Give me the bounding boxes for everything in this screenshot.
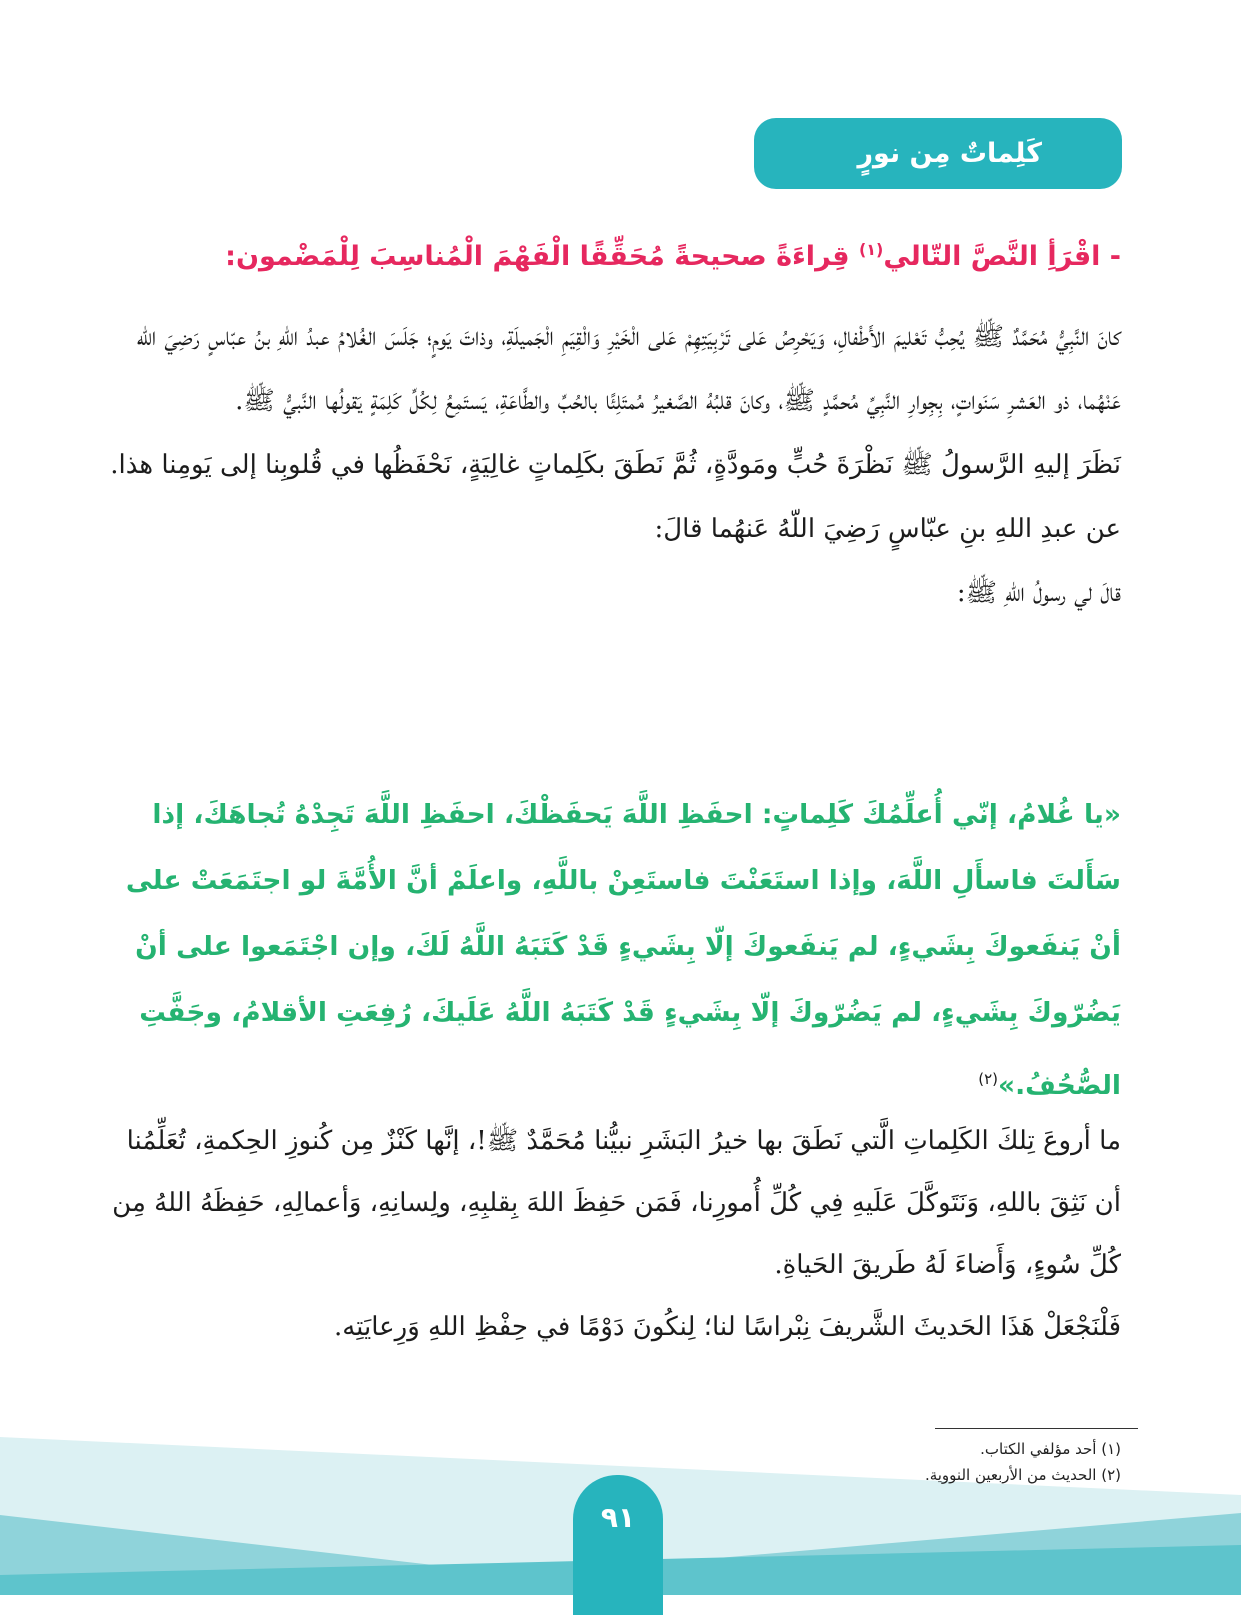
section-title-banner <box>754 118 1122 189</box>
instruction-text-start: - اقْرَأِ النَّصَّ التّالي <box>883 241 1121 272</box>
reflection-paragraph: فَلْنَجْعَلْ هَذَا الحَديثَ الشَّريفَ نِبْراسًا لنا؛ لِنكُونَ دَوْمًا في حِفْظِ اللهِ وَرِعايَتِه. <box>333 1312 1121 1342</box>
intro-paragraph: قالَ لي رسولُ اللهِ ﷺ: <box>956 578 1121 608</box>
footnotes <box>925 1436 1121 1488</box>
footnote-divider <box>935 1428 1138 1429</box>
hadith-quote <box>110 782 1121 1119</box>
intro-paragraph: كانَ النَّبِيُّ مُحَمَّدٌ ﷺ يُحِبُّ تَعْليمَ الأَطْفالِ، وَيَحْرِصُ عَلى تَرْبِيَتِهِمْ عَلى الْخَيْرِ وَالْقِيَمِ الْجَميلَةِ، وذاتَ يَومٍ؛ جَلَسَ الغُلامُ عبدُ اللهِ بنُ عبّاسٍ رَضِيَ الله عَنْهُما، ذو العَشرِ سَنَواتٍ، بِجِوارِ النَّبِيِّ مُحمَّدٍ ﷺ، وكانَ قلبُهُ الصَّغيرُ مُمتَلِئًا بالحُبِّ والطَّاعَةِ، يَستَمِعُ لِكُلِّ كَلِمَةٍ يَقولُها النَّبيُّ ﷺ. <box>136 322 1121 416</box>
intro-paragraph: عن عبدِ اللهِ بنِ عبّاسٍ رَضِيَ اللّهُ عَنهُما قالَ: <box>654 514 1121 544</box>
footnote-ref-2: (٢) <box>978 1070 998 1088</box>
reflection-paragraph: ما أروعَ تِلكَ الكَلِماتِ الَّتي نَطَقَ بها خيرُ البَشَرِ نبيُّنا مُحَمَّدٌ ﷺ!، إنَّها كَنْزٌ مِن كُنوزِ الحِكمةِ، تُعَلِّمُنا أن نَثِقَ باللهِ، وَنَتَوكَّلَ عَلَيهِ فِي كُلِّ أُمورِنا، فَمَن حَفِظَ اللهَ بِقلبِهِ، ولِسانِهِ، وَأعمالِهِ، حَفِظَهُ اللهُ مِن كُلِّ سُوءٍ، وَأَضاءَ لَهُ طَريقَ الحَياةِ. <box>112 1126 1121 1280</box>
instruction-text-end: قِراءَةً صحيحةً مُحَقِّقًا الْفَهْمَ الْمُناسِبَ لِلْمَضْمون: <box>225 241 859 272</box>
page-number-tab <box>573 1475 663 1615</box>
page-number: ٩١ <box>600 1501 636 1534</box>
reflection-text <box>110 1110 1121 1358</box>
instruction-line <box>110 228 1121 279</box>
hadith-text: «يا غُلامُ، إنّي أُعلِّمُكَ كَلِماتٍ: احفَظِ اللَّهَ يَحفَظْكَ، احفَظِ اللَّهَ تَجِدْهُ تُجاهَكَ، إذا سَأَلتَ فاسأَلِ اللَّهَ، وإذا استَعَنْتَ فاستَعِنْ باللَّهِ، واعلَمْ أنَّ الأُمَّةَ لو اجتَمَعَتْ على أنْ يَنفَعوكَ بِشَيءٍ، لم يَنفَعوكَ إلّا بِشَيءٍ قَدْ كَتَبَهُ اللَّهُ لَكَ، وإن اجْتَمَعوا على أنْ يَضُرّوكَ بِشَيءٍ، لم يَضُرّوكَ إلّا بِشَيءٍ قَدْ كَتَبَهُ اللَّهُ عَلَيكَ، رُفِعَتِ الأقلامُ، وجَفَّتِ الصُّحُفُ.» <box>125 799 1121 1101</box>
intro-paragraph: نَظَرَ إليهِ الرَّسولُ ﷺ نَظْرَةَ حُبٍّ ومَودَّةٍ، ثُمَّ نَطَقَ بكَلِماتٍ غالِيَةٍ، نَحْفَظُها في قُلوبِنا إلى يَومِنا هذا. <box>110 450 1121 480</box>
section-title: كَلِماتٌ مِن نورٍ <box>857 138 1042 169</box>
footnote-item: (٢) الحديث من الأربعين النووية. <box>924 1466 1121 1484</box>
footnote-ref-1: (١) <box>858 240 884 259</box>
intro-text <box>110 305 1121 625</box>
footnote-item: (١) أحد مؤلفي الكتاب. <box>980 1440 1121 1458</box>
